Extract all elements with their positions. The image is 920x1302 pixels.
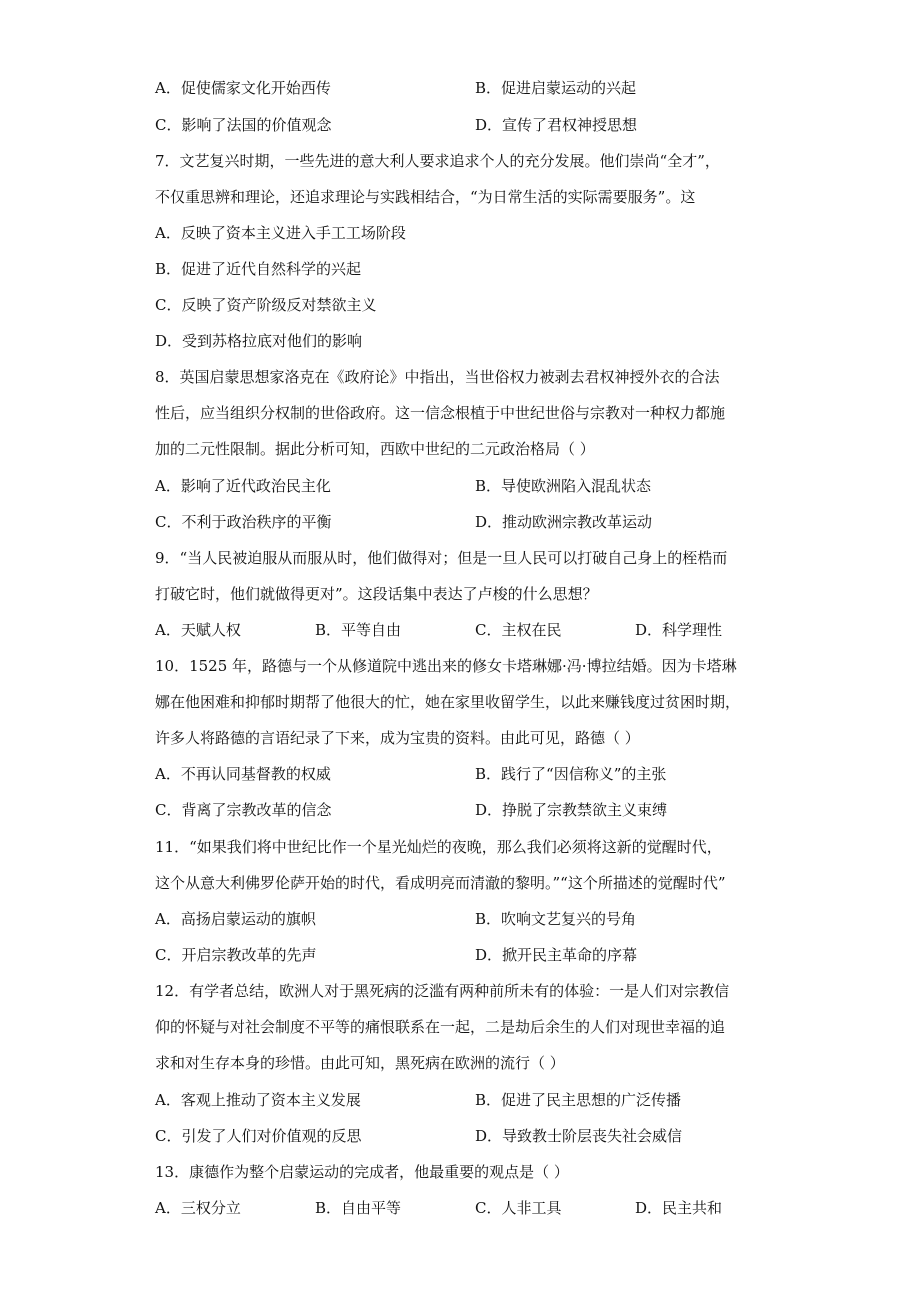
q13-options-row xyxy=(155,1198,795,1218)
q7-option-c: C．反映了资产阶级反对禁欲主义 xyxy=(155,296,377,314)
q13-option-d: D．民主共和 xyxy=(635,1199,723,1217)
q11-option-b: B．吹响文艺复兴的号角 xyxy=(475,910,637,928)
q6-option-b: B．促进启蒙运动的兴起 xyxy=(475,79,637,97)
q11-stem-line-1: 11．“如果我们将中世纪比作一个星光灿烂的夜晚，那么我们必须将这新的觉醒时代， xyxy=(155,838,722,856)
q10-option-d: D．挣脱了宗教禁欲主义束缚 xyxy=(475,801,668,819)
q8-stem-line-2: 性后，应当组织分权制的世俗政府。这一信念根植于中世纪世俗与宗教对一种权力都施 xyxy=(155,404,726,422)
q12-option-c: C．引发了人们对价值观的反思 xyxy=(155,1127,362,1145)
q9-options-row xyxy=(155,620,795,640)
q11-options-row-1 xyxy=(155,909,795,929)
q9-option-c: C．主权在民 xyxy=(475,621,562,639)
q13-option-c: C．人非工具 xyxy=(475,1199,562,1217)
q7-option-a: A．反映了资本主义进入手工工场阶段 xyxy=(155,224,406,242)
q8-stem-line-1: 8．英国启蒙思想家洛克在《政府论》中指出，当世俗权力被剥去君权神授外衣的合法 xyxy=(155,368,720,386)
q12-option-d: D．导致教士阶层丧失社会威信 xyxy=(475,1127,683,1145)
q12-stem-line-1: 12．有学者总结，欧洲人对于黑死病的泛滥有两种前所未有的体验：一是人们对宗教信 xyxy=(155,982,730,1000)
q12-stem-line-2: 仰的怀疑与对社会制度不平等的痛恨联系在一起，二是劫后余生的人们对现世幸福的追 xyxy=(155,1018,726,1036)
q10-option-c: C．背离了宗教改革的信念 xyxy=(155,801,332,819)
q6-options-row-1 xyxy=(155,78,795,98)
q7-option-b: B．促进了近代自然科学的兴起 xyxy=(155,260,362,278)
q10-options-row-2 xyxy=(155,800,795,820)
q11-option-c: C．开启宗教改革的先声 xyxy=(155,946,317,964)
q13-stem-line-1: 13．康德作为整个启蒙运动的完成者，他最重要的观点是（ ） xyxy=(155,1163,569,1181)
q13-option-a: A．三权分立 xyxy=(155,1199,241,1217)
q6-option-d: D．宣传了君权神授思想 xyxy=(475,116,638,134)
q8-option-d: D．推动欧洲宗教改革运动 xyxy=(475,513,653,531)
q9-stem-line-2: 打破它时，他们就做得更对”。这段话集中表达了卢梭的什么思想？ xyxy=(155,585,598,603)
q12-option-a: A．客观上推动了资本主义发展 xyxy=(155,1091,361,1109)
q10-option-a: A．不再认同基督教的权威 xyxy=(155,765,331,783)
q8-option-a: A．影响了近代政治民主化 xyxy=(155,477,331,495)
q10-stem-line-1: 10．1525 年，路德与一个从修道院中逃出来的修女卡塔琳娜·冯·博拉结婚。因为卡塔琳 xyxy=(155,657,737,675)
q8-option-c: C．不利于政治秩序的平衡 xyxy=(155,513,332,531)
q8-options-row-1 xyxy=(155,476,795,496)
q9-option-d: D．科学理性 xyxy=(635,621,723,639)
q6-option-a: A．促使儒家文化开始西传 xyxy=(155,79,331,97)
q11-option-a: A．高扬启蒙运动的旗帜 xyxy=(155,910,316,928)
q7-stem-line-1: 7．文艺复兴时期，一些先进的意大利人要求追求个人的充分发展。他们崇尚“全才”， xyxy=(155,152,720,170)
q12-option-b: B．促进了民主思想的广泛传播 xyxy=(475,1091,682,1109)
q7-stem-line-2: 不仅重思辨和理论，还追求理论与实践相结合，“为日常生活的实际需要服务”。这 xyxy=(155,188,696,206)
q11-option-d: D．掀开民主革命的序幕 xyxy=(475,946,638,964)
q7-option-d: D．受到苏格拉底对他们的影响 xyxy=(155,332,363,350)
q12-options-row-2 xyxy=(155,1126,795,1146)
q9-option-a: A．天赋人权 xyxy=(155,621,241,639)
q13-option-b: B．自由平等 xyxy=(315,1199,402,1217)
q8-option-b: B．导使欧洲陷入混乱状态 xyxy=(475,477,652,495)
q6-options-row-2 xyxy=(155,115,795,135)
q9-option-b: B．平等自由 xyxy=(315,621,402,639)
q11-stem-line-2: 这个从意大利佛罗伦萨开始的时代，看成明亮而清澈的黎明。”“这个所描述的觉醒时代” xyxy=(155,874,726,892)
q10-stem-line-3: 许多人将路德的言语纪录了下来，成为宝贵的资料。由此可见，路德（ ） xyxy=(155,729,640,747)
q8-stem-line-3: 加的二元性限制。据此分析可知，西欧中世纪的二元政治格局（ ） xyxy=(155,440,595,458)
q10-stem-line-2: 娜在他困难和抑郁时期帮了他很大的忙，她在家里收留学生，以此来赚钱度过贫困时期， xyxy=(155,693,741,711)
q11-options-row-2 xyxy=(155,945,795,965)
q10-options-row-1 xyxy=(155,764,795,784)
q12-options-row-1 xyxy=(155,1090,795,1110)
q10-option-b: B．践行了“因信称义”的主张 xyxy=(475,765,667,783)
q9-stem-line-1: 9．“当人民被迫服从而服从时，他们做得对；但是一旦人民可以打破自己身上的桎梏而 xyxy=(155,549,728,567)
q6-option-c: C．影响了法国的价值观念 xyxy=(155,116,332,134)
q8-options-row-2 xyxy=(155,512,795,532)
q12-stem-line-3: 求和对生存本身的珍惜。由此可知，黑死病在欧洲的流行（ ） xyxy=(155,1054,565,1072)
